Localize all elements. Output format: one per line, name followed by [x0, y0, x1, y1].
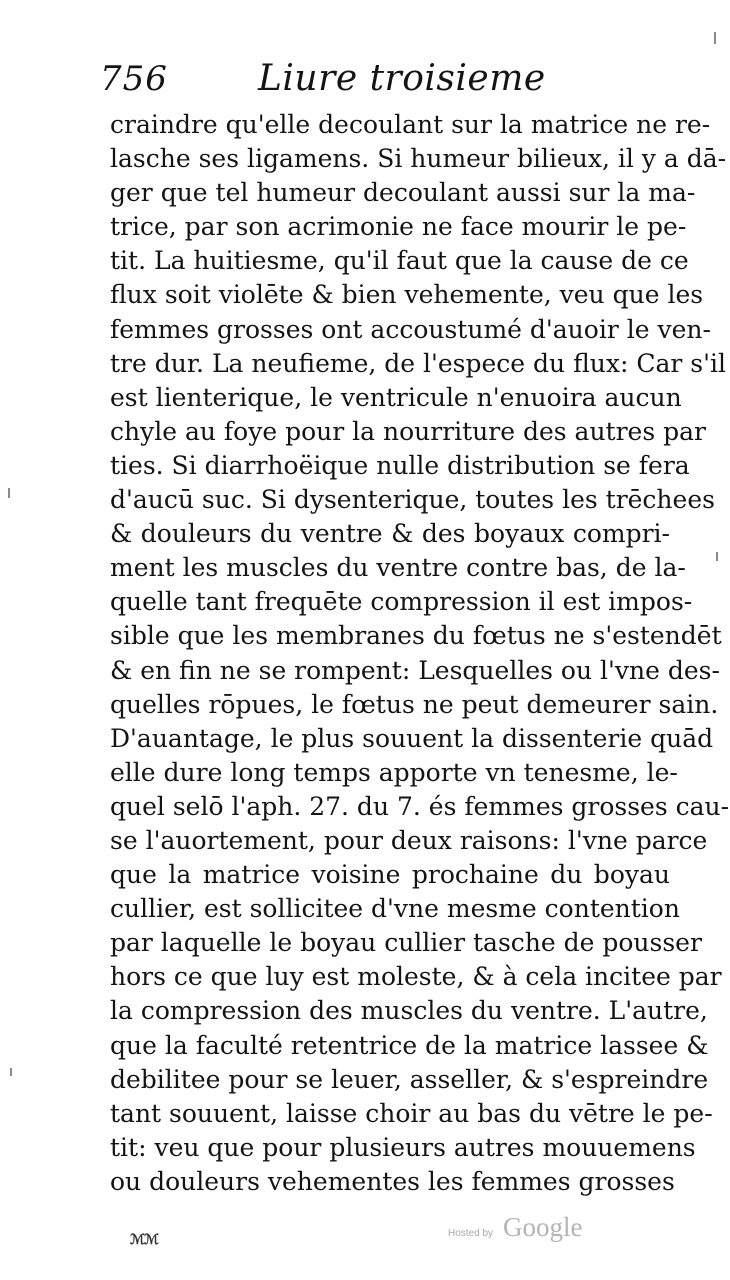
scan-speck: [716, 552, 718, 561]
text-line: flux soit violēte & bien vehemente, veu que les: [110, 280, 704, 310]
scan-speck: [10, 1068, 12, 1076]
text-line: que la faculté retentrice de la matrice lassee &: [110, 1030, 709, 1060]
text-line: D'auantage, le plus souuent la dissenterie quād: [110, 723, 714, 753]
google-logo: Google: [503, 1212, 583, 1242]
running-title: Liure troisieme: [258, 58, 546, 99]
text-line: ment les muscles du ventre contre bas, de la-: [110, 553, 686, 583]
text-line: tre dur. La neufieme, de l'espece du flux: Car s'il: [110, 348, 726, 378]
text-line: hors ce que luy est moleste, & à cela incitee par: [110, 962, 722, 992]
text-line: ou douleurs vehementes les femmes grosses: [110, 1166, 675, 1196]
page-number: 756: [100, 59, 168, 99]
text-line: & douleurs du ventre & des boyaux compri-: [110, 519, 670, 549]
text-line: chyle au foye pour la nourriture des autres par: [110, 416, 706, 446]
text-line: quelle tant frequēte compression il est impos-: [110, 587, 693, 617]
text-line: la compression des muscles du ventre. L'autre,: [110, 996, 708, 1026]
printer-mark: ℳ⁠ℳ: [130, 1232, 158, 1248]
scan-speck: [8, 488, 10, 498]
text-line: cullier, est sollicitee d'vne mesme contention: [110, 894, 680, 924]
text-line: d'aucū suc. Si dysenterique, toutes les trēchees: [110, 485, 715, 515]
text-line: femmes grosses ont accoustumé d'auoir le ven-: [110, 314, 711, 344]
text-line: sible que les membranes du fœtus ne s'estendēt: [110, 621, 722, 651]
page-header: [100, 56, 660, 102]
text-line: tit. La huitiesme, qu'il faut que la cause de ce: [110, 246, 689, 276]
text-line: tit: veu que pour plusieurs autres mouuemens: [110, 1132, 696, 1162]
text-line: debilitee pour se leuer, asseller, & s'espreindre: [110, 1064, 709, 1094]
text-line: est lienterique, le ventricule n'enuoira aucun: [110, 382, 682, 412]
text-line: elle dure long temps apporte vn tenesme, le-: [110, 757, 678, 787]
text-line: craindre qu'elle decoulant sur la matrice ne re-: [110, 110, 711, 139]
scan-speck: [714, 32, 716, 44]
text-line: ties. Si diarrhoëique nulle distribution se fera: [110, 450, 690, 480]
text-line: tant souuent, laisse choir au bas du vētre le pe-: [110, 1098, 713, 1128]
hosted-by-label: Hosted by: [448, 1228, 494, 1239]
text-line: quel selō l'aph. 27. du 7. és femmes grosses cau-: [110, 791, 730, 821]
body-text: [110, 108, 730, 1199]
text-line: quelles rōpues, le fœtus ne peut demeurer sain.: [110, 689, 719, 719]
text-line: trice, par son acrimonie ne face mourir le pe-: [110, 212, 687, 242]
text-line: ger que tel humeur decoulant aussi sur la ma-: [110, 178, 696, 208]
text-line: & en fin ne se rompent: Lesquelles ou l'vne des-: [110, 655, 720, 685]
text-line: que la matrice voisine prochaine du boyau: [110, 860, 670, 890]
text-line: par laquelle le boyau cullier tasche de pousser: [110, 928, 702, 958]
text-line: se l'auortement, pour deux raisons: l'vne parce: [110, 825, 708, 855]
text-line: lasche ses ligamens. Si humeur bilieux, il y a dā-: [110, 144, 727, 174]
